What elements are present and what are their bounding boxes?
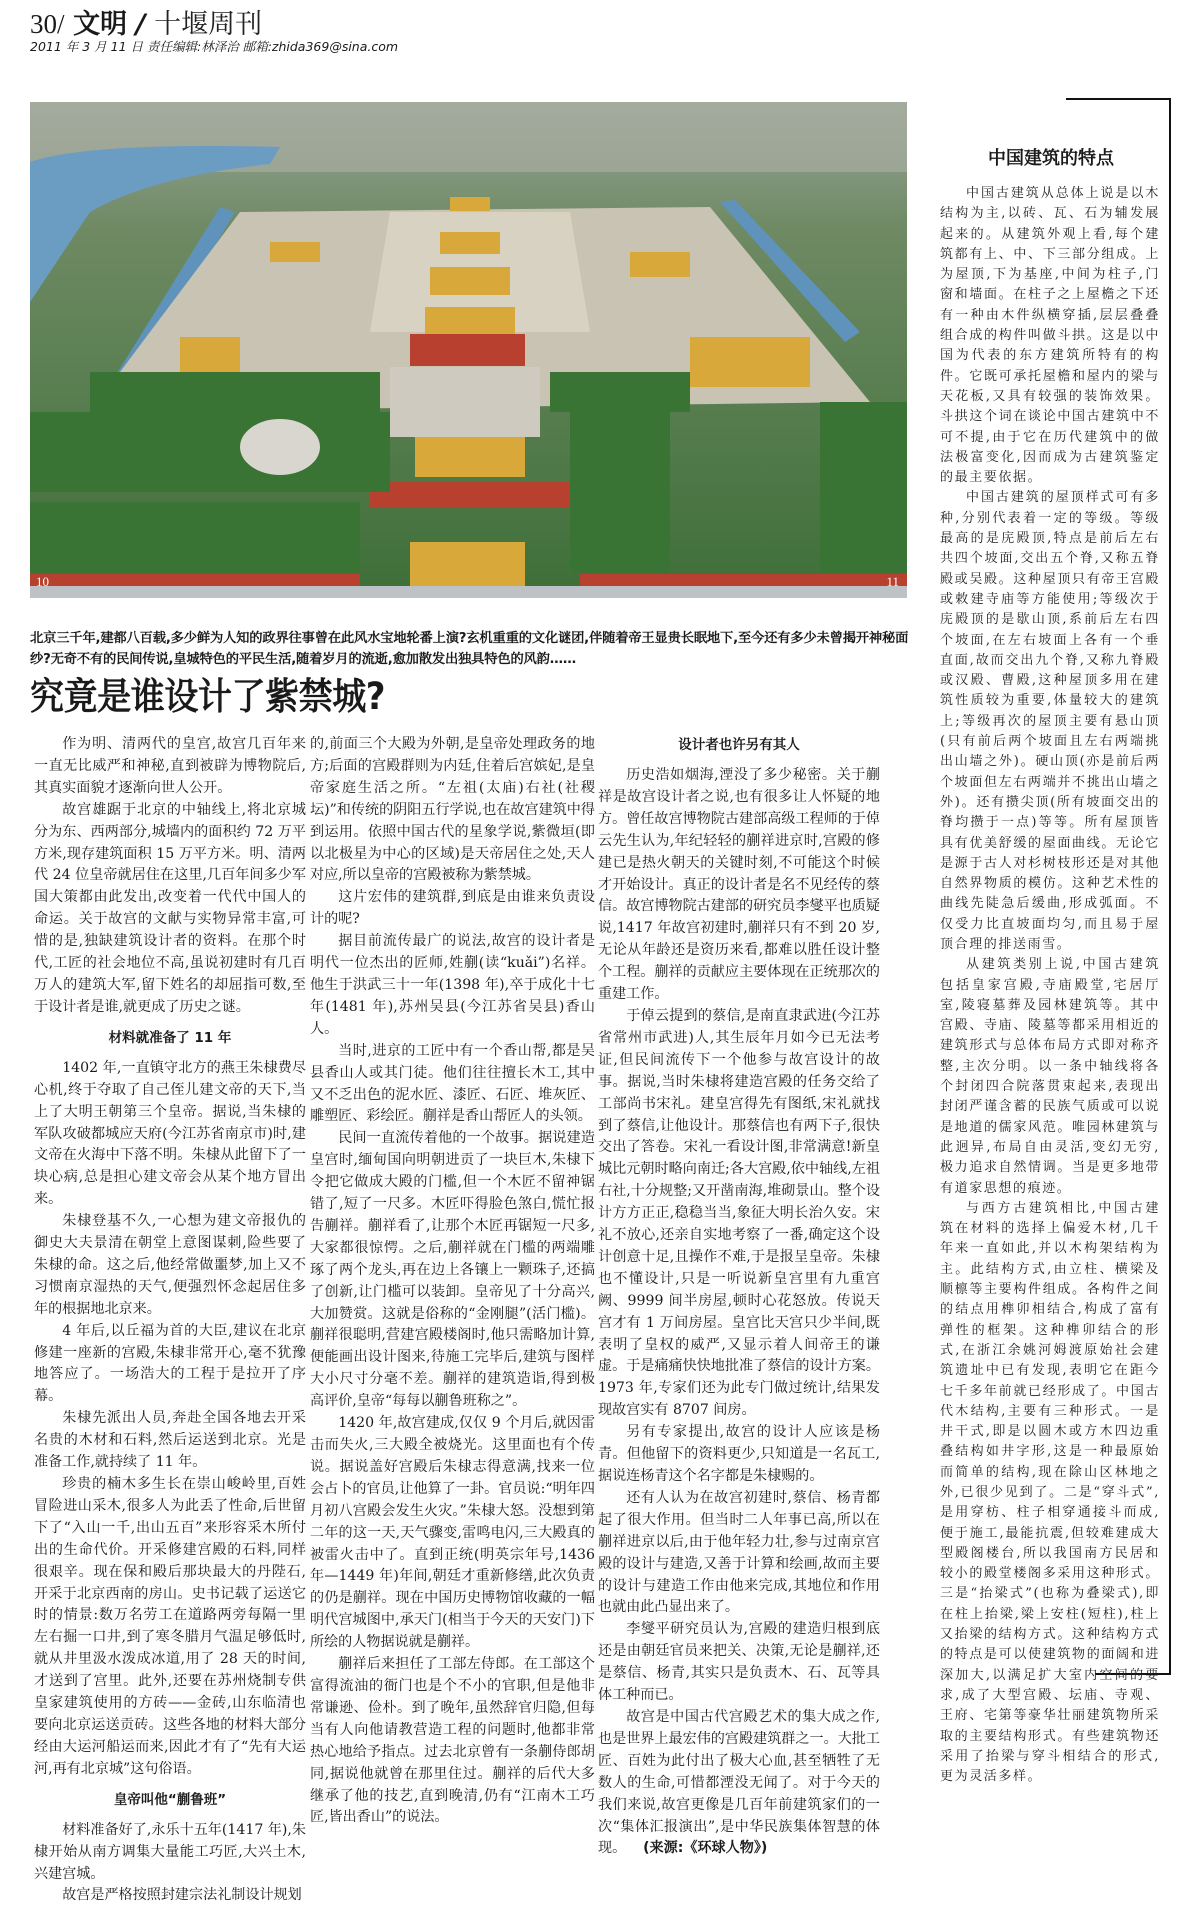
paragraph-text: 故宫是中国古代宫殿艺术的集大成之作,也是世界上最宏伟的宫殿建筑群之一。大批工匠、百姓为此付出了极大心血,甚至牺牲了无数人的生命,可惜都湮没无闻了。对于今天的我们来说,故宫更像是几百年前建筑家们的一次“集体汇报演出”,是中华民族集体智慧的体现。	[598, 1708, 880, 1857]
paragraph: 民间一直流传着他的一个故事。据说建造皇宫时,缅甸国向明朝进贡了一块巨木,朱棣下令把它做成大殿的门槛,但一个木匠不留神锯错了,短了一尺多。木匠吓得脸色煞白,慌忙报告蒯祥。蒯祥看了,让那个木匠再锯短一尺多,大家都很惊愕。之后,蒯祥就在门槛的两端雕琢了两个龙头,再在边上各镶上一颗珠子,还搞了创新,让门槛可以装卸。皇帝见了十分高兴,大加赞赏。这就是俗称的“金刚腿”(活门槛)。蒯祥很聪明,营建宫殿楼阁时,他只需略加计算,便能画出设计图来,待施工完毕后,建筑与图样大小尺寸分毫不差。蒯祥的建筑造诣,得到极高评价,皇帝“每每以蒯鲁班称之”。	[310, 1130, 595, 1410]
paragraph: 历史浩如烟海,湮没了多少秘密。关于蒯祥是故宫设计者之说,也有很多让人怀疑的地方。曾任故宫博物院古建部高级工程师的于倬云先生认为,年纪轻轻的蒯祥进京时,宫殿的修建已是热火朝天的关键时刻,不可能这个时候才开始设计。真正的设计者是名不见经传的蔡信。故宫博物院古建部的研究员李燮平也质疑说,1417 年故宫初建时,蒯祥只有不到 20 岁,无论从年龄还是资历来看,都难以胜任设计整个工程。蒯祥的贡献应主要体现在正统那次的重建工作。	[598, 767, 880, 1003]
paragraph: 于倬云提到的蔡信,是南直隶武进(今江苏省常州市武进)人,其生辰年月如今已无法考证,但民间流传下一个他参与故宫设计的故事。据说,当时朱棣将建造宫殿的任务交给了工部尚书宋礼。建皇宫得先有图纸,宋礼就找到了蔡信,让他设计。那蔡信也有两下子,很快交出了答卷。宋礼一看设计图,非常满意!新皇城比元朝时略向南迁;各大宫殿,依中轴线,左祖右社,十分规整;又开凿南海,堆砌景山。整个设计方方正正,稳稳当当,象征大明长治久安。宋礼不放心,还亲自实地考察了一番,确定这个设计创意十足,且操作不难,于是报呈皇帝。朱棣也不懂设计,只是一听说新皇宫里有九重宫阙、9999 间半房屋,顿时心花怒放。传说天宫才有 1 万间房屋。皇宫比天宫只少半间,既表明了皇权的威严,又显示着人间帝王的谦虚。于是痛痛快快地批准了蔡信的设计方案。1973 年,专家们还为此专门做过统计,结果发现故宫实有 8707 间房。	[598, 1007, 880, 1419]
paragraph: 1402 年,一直镇守北方的燕王朱棣费尽心机,终于夺取了自己侄儿建文帝的天下,当上了大明王朝第三个皇帝。据说,当朱棣的军队攻破都城应天府(今江苏省南京市)时,建文帝在火海中下落不明。朱棣从此留下了一块心病,总是担心建文帝会从某个地方冒出来。	[34, 1059, 306, 1208]
paragraph: 1420 年,故宫建成,仅仅 9 个月后,就因雷击而失火,三大殿全被烧光。这里面也有个传说。据说盖好宫殿后朱棣志得意满,找来一位会占卜的官员,让他算了一卦。官员说:“明年四月初八宫殿会发生火灾。”朱棣大怒。没想到第二年的这一天,天气骤变,雷鸣电闪,三大殿真的被雷火击中了。直到正统(明英宗年号,1436 年—1449 年)年间,朝廷才重新修缮,此次负责的仍是蒯祥。现在中国历史博物馆收藏的一幅明代宫城图中,承天门(相当于今天的天安门)下所绘的人物据说就是蒯祥。	[310, 1415, 595, 1651]
sidebar-body	[940, 184, 1160, 1787]
subheading: 设计者也许另有其人	[678, 737, 800, 753]
paragraph: 当时,进京的工匠中有一个香山帮,都是吴县香山人或其门徒。他们往往擅长木工,其中又不乏出色的泥水匠、漆匠、石匠、堆灰匠、雕塑匠、彩绘匠。蒯祥是香山帮匠人的头领。	[310, 1042, 595, 1125]
paragraph: 另有专家提出,故宫的设计人应该是杨青。但他留下的资料更少,只知道是一名瓦工,据说连杨青这个名字都是朱棣赐的。	[598, 1424, 880, 1484]
article-column-3	[598, 734, 880, 1860]
paragraph	[598, 1707, 880, 1860]
front-square	[30, 586, 907, 598]
paragraph: 据目前流传最广的说法,故宫的设计者是明代一位杰出的匠师,姓蒯(读“kuǎi”)名祥。他生于洪武三十一年(1398 年),卒于成化十七年(1481 年),苏州吴县(今江苏省吴县)香山人。	[310, 933, 595, 1037]
sidebar-title: 中国建筑的特点	[988, 148, 1114, 169]
paragraph: 珍贵的楠木多生长在崇山峻岭里,百姓冒险进山采木,很多人为此丢了性命,后世留下了“入山一千,出山五百”来形容采木所付出的生命代价。开采修建宫殿的石料,同样很艰辛。现在保和殿后那块最大的丹陛石,开采于北京西南的房山。史书记载了运送它时的情景:数万名劳工在道路两旁每隔一里左右掘一口井,到了寒冬腊月气温足够低时,就从井里汲水泼成冰道,用了 28 天的时间,才送到了宫里。此外,还要在苏州烧制专供皇家建筑使用的方砖——金砖,山东临清也要向北京运送贡砖。这些各地的材料大部分经由大运河船运而来,因此才有了“先有大运河,再有北京城”这句俗语。	[34, 1476, 306, 1777]
sidebar-paragraph: 中国古建筑从总体上说是以木结构为主,以砖、瓦、石为辅发展起来的。从建筑外观上看,每个建筑都有上、中、下三部分组成。上为屋顶,下为基座,中间为柱子,门窗和墙面。在柱子之上屋檐之下还有一种由木件纵横穿插,层层叠叠组合成的构件叫做斗拱。这是以中国为代表的东方建筑所特有的构件。它既可承托屋檐和屋内的梁与天花板,又具有较强的装饰效果。斗拱这个词在谈论中国古建筑中不可不提,由于它在历代建筑中的做法极富变化,因而成为古建筑鉴定的最主要依据。	[940, 186, 1160, 486]
sidebar-paragraph: 与西方古建筑相比,中国古建筑在材料的选择上偏爱木材,几千年来一直如此,并以木构架结构为主。此结构方式,由立柱、横梁及顺檩等主要构件组成。各构件之间的结点用榫卯相结合,构成了富有弹性的框架。这种榫卯结合的形式,在浙江余姚河姆渡原始社会建筑遗址中已有发现,表明它在距今七千多年前就已经形成了。中国古代木结构,主要有三种形式。一是井干式,即是以圆木或方木四边重叠结构如井字形,这是一种最原始而简单的结构,现在除山区林地之外,已很少见到了。二是“穿斗式”,是用穿枋、柱子相穿通接斗而成,便于施工,最能抗震,但较难建成大型殿阁楼台,所以我国南方民居和较小的殿堂楼阁多采用这种形式。三是“抬梁式”(也称为叠梁式),即在柱上抬梁,梁上安柱(短柱),柱上又抬梁的结构方式。这种结构方式的特点是可以使建筑物的面阔和进深加大,以满足扩大室内空间的要求,成了大型宫殿、坛庙、寺观、王府、宅第等豪华壮丽建筑物所采取的主要结构形式。有些建筑物还采用了抬梁与穿斗相结合的形式,更为灵活多样。	[940, 1200, 1160, 1785]
masthead-separator: /	[135, 9, 146, 40]
aerial-photo-illustration	[30, 102, 907, 598]
article-source: (来源:《环球人物》)	[643, 1840, 768, 1857]
forbidden-city-aerial-photo	[30, 102, 907, 598]
paragraph: 这片宏伟的建筑群,到底是由谁来负责设计的呢?	[310, 889, 595, 928]
photo-page-label-right: 11	[886, 574, 899, 589]
sidebar-paragraph: 中国古建筑的屋顶样式可有多种,分别代表着一定的等级。等级最高的是庑殿顶,特点是前后左右共四个坡面,交出五个脊,又称五脊殿或吴殿。这种屋顶只有帝王宫殿或敕建寺庙等方能使用;等级次于庑殿顶的是歇山顶,系前后左右四个坡面,在左右坡面上各有一个垂直面,故而交出九个脊,又称九脊殿或汉殿、曹殿,这种屋顶多用在建筑性质较为重要,体量较大的建筑上;等级再次的屋顶主要有悬山顶(只有前后两个坡面且左右两端挑出山墙之外)。硬山顶(亦是前后两个坡面但左右两端并不挑出山墙之外)。还有攒尖顶(所有坡面交出的脊均攒于一点)等等。所有屋顶皆具有优美舒缓的屋面曲线。无论它是源于古人对杉树枝形还是对其他自然界物质的模仿。这种艺术性的曲线先陡急后缓曲,形成弧面。不仅受力比直坡面均匀,而且易于屋顶合理的排送雨雪。	[940, 490, 1160, 952]
article-column-2	[310, 734, 595, 1829]
sidebar-frame-right	[1169, 98, 1171, 1675]
article-headline: 究竟是谁设计了紫禁城?	[30, 675, 386, 718]
paragraph: 4 年后,以丘福为首的大臣,建议在北京修建一座新的宫殿,朱棣非常开心,毫不犹豫地答应了。一场浩大的工程于是拉开了序幕。	[34, 1322, 306, 1405]
page-number: 30/	[30, 9, 65, 39]
paragraph: 蒯祥后来担任了工部左侍郎。在工部这个富得流油的衙门也是个不小的官职,但是他非常谦逊、俭朴。到了晚年,虽然辞官归隐,但每当有人向他请教营造工程的问题时,他都非常热心地给予指点。过去北京曾有一条蒯侍郎胡同,据说他就曾在那里住过。蒯祥的后代大多继承了他的技艺,直到晚清,仍有“江南木工巧匠,皆出香山”的说法。	[310, 1656, 595, 1826]
paragraph: 的,前面三个大殿为外朝,是皇帝处理政务的地方;后面的宫殿群则为内廷,住着后宫嫔妃,是皇帝家庭生活之所。“左祖(太庙)右社(社稷坛)”和传统的阴阳五行学说,也在故宫建筑中得到运用。依照中国古代的星象学说,紫微垣(即以北极星为中心的区域)是天帝居住之处,天人对应,所以皇帝的宫殿被称为紫禁城。	[310, 736, 595, 884]
paragraph: 故宫雄踞于北京的中轴线上,将北京城分为东、西两部分,城墙内的面积约 72 万平方米,现存建筑面积 15 万平方米。明、清两代 24 位皇帝就居住在这里,几百年间多少军国大策都由此发出,改变着一代代中国人的命运。关于故宫的文献与实物异常丰富,可惜的是,独缺建筑设计者的资料。在那个时代,工匠的社会地位不高,虽说初建时有几百万人的建筑大军,留下姓名的却屈指可数,至于设计者是谁,就更成了历史之谜。	[34, 801, 306, 1015]
article-lead: 北京三千年,建都八百载,多少鲜为人知的政界往事曾在此风水宝地轮番上演?玄机重重的文化谜团,伴随着帝王显贵长眠地下,至今还有多少未曾揭开神秘面纱?无奇不有的民间传说,皇城特色的平民生活,随着岁月的流逝,愈加散发出独具特色的风韵……	[30, 631, 909, 667]
publication-name: 十堰周刊	[154, 9, 263, 40]
subheading: 皇帝叫他“蒯鲁班”	[113, 1791, 227, 1808]
article-column-1	[34, 734, 306, 1907]
paragraph: 朱棣先派出人员,奔赴全国各地去开采名贵的木材和石料,然后运送到北京。光是准备工作,就持续了 11 年。	[34, 1410, 306, 1471]
paragraph: 还有人认为在故宫初建时,蔡信、杨青都起了很大作用。但当时二人年事已高,所以在蒯祥进京以后,由于他年轻力壮,参与过南京宫殿的设计与建造,又善于计算和绘画,故而主要的设计与建造工作由他来完成,其地位和作用也就由此凸显出来了。	[598, 1489, 880, 1616]
paragraph: 故宫是严格按照封建宗法礼制设计规划	[62, 1887, 302, 1904]
subheading: 材料就准备了 11 年	[108, 1029, 232, 1046]
paragraph: 李燮平研究员认为,宫殿的建造归根到底还是由朝廷官员来把关、决策,无论是蒯祥,还是蔡信、杨青,其实只是负责木、石、瓦等具体工种而已。	[598, 1621, 880, 1704]
sidebar-paragraph: 从建筑类别上说,中国古建筑包括皇家宫殿,寺庙殿堂,宅居厅室,陵寝墓葬及园林建筑等。其中宫殿、寺庙、陵墓等都采用相近的建筑形式与总体布局方式即对称齐整,主次分明。以一条中轴线将各个封闭四合院落贯束起来,表现出封闭严谨含蓄的民族气质或可以说是地道的儒家风范。唯园林建筑与此迥异,布局自由灵活,变幻无穷,极力追求自然情调。当是更多地带有道家思想的痕迹。	[940, 957, 1160, 1196]
central-plaza	[390, 367, 540, 437]
photo-page-label-left: 10	[36, 574, 49, 589]
paragraph: 材料准备好了,永乐十五年(1417 年),朱棣开始从南方调集大量能工巧匠,大兴土木,兴建宫城。	[34, 1821, 306, 1882]
round-building	[240, 419, 320, 475]
paragraph: 作为明、清两代的皇宫,故宫几百年来一直无比威严和神秘,直到被辟为博物院后,其真实面貌才逐渐向世人公开。	[34, 736, 306, 796]
sidebar-frame-top	[1066, 98, 1171, 100]
section-name: 文明	[73, 9, 128, 40]
paragraph: 朱棣登基不久,一心想为建文帝报仇的御史大夫景清在朝堂上意图谋刺,险些要了朱棣的命。这之后,他经常做噩梦,加上又不习惯南京湿热的天气,便强烈怀念起居住多年的根据地北京来。	[34, 1213, 306, 1317]
dateline: 2011 年 3 月 11 日 责任编辑:林泽治 邮箱:zhida369@sina.com	[30, 39, 399, 54]
